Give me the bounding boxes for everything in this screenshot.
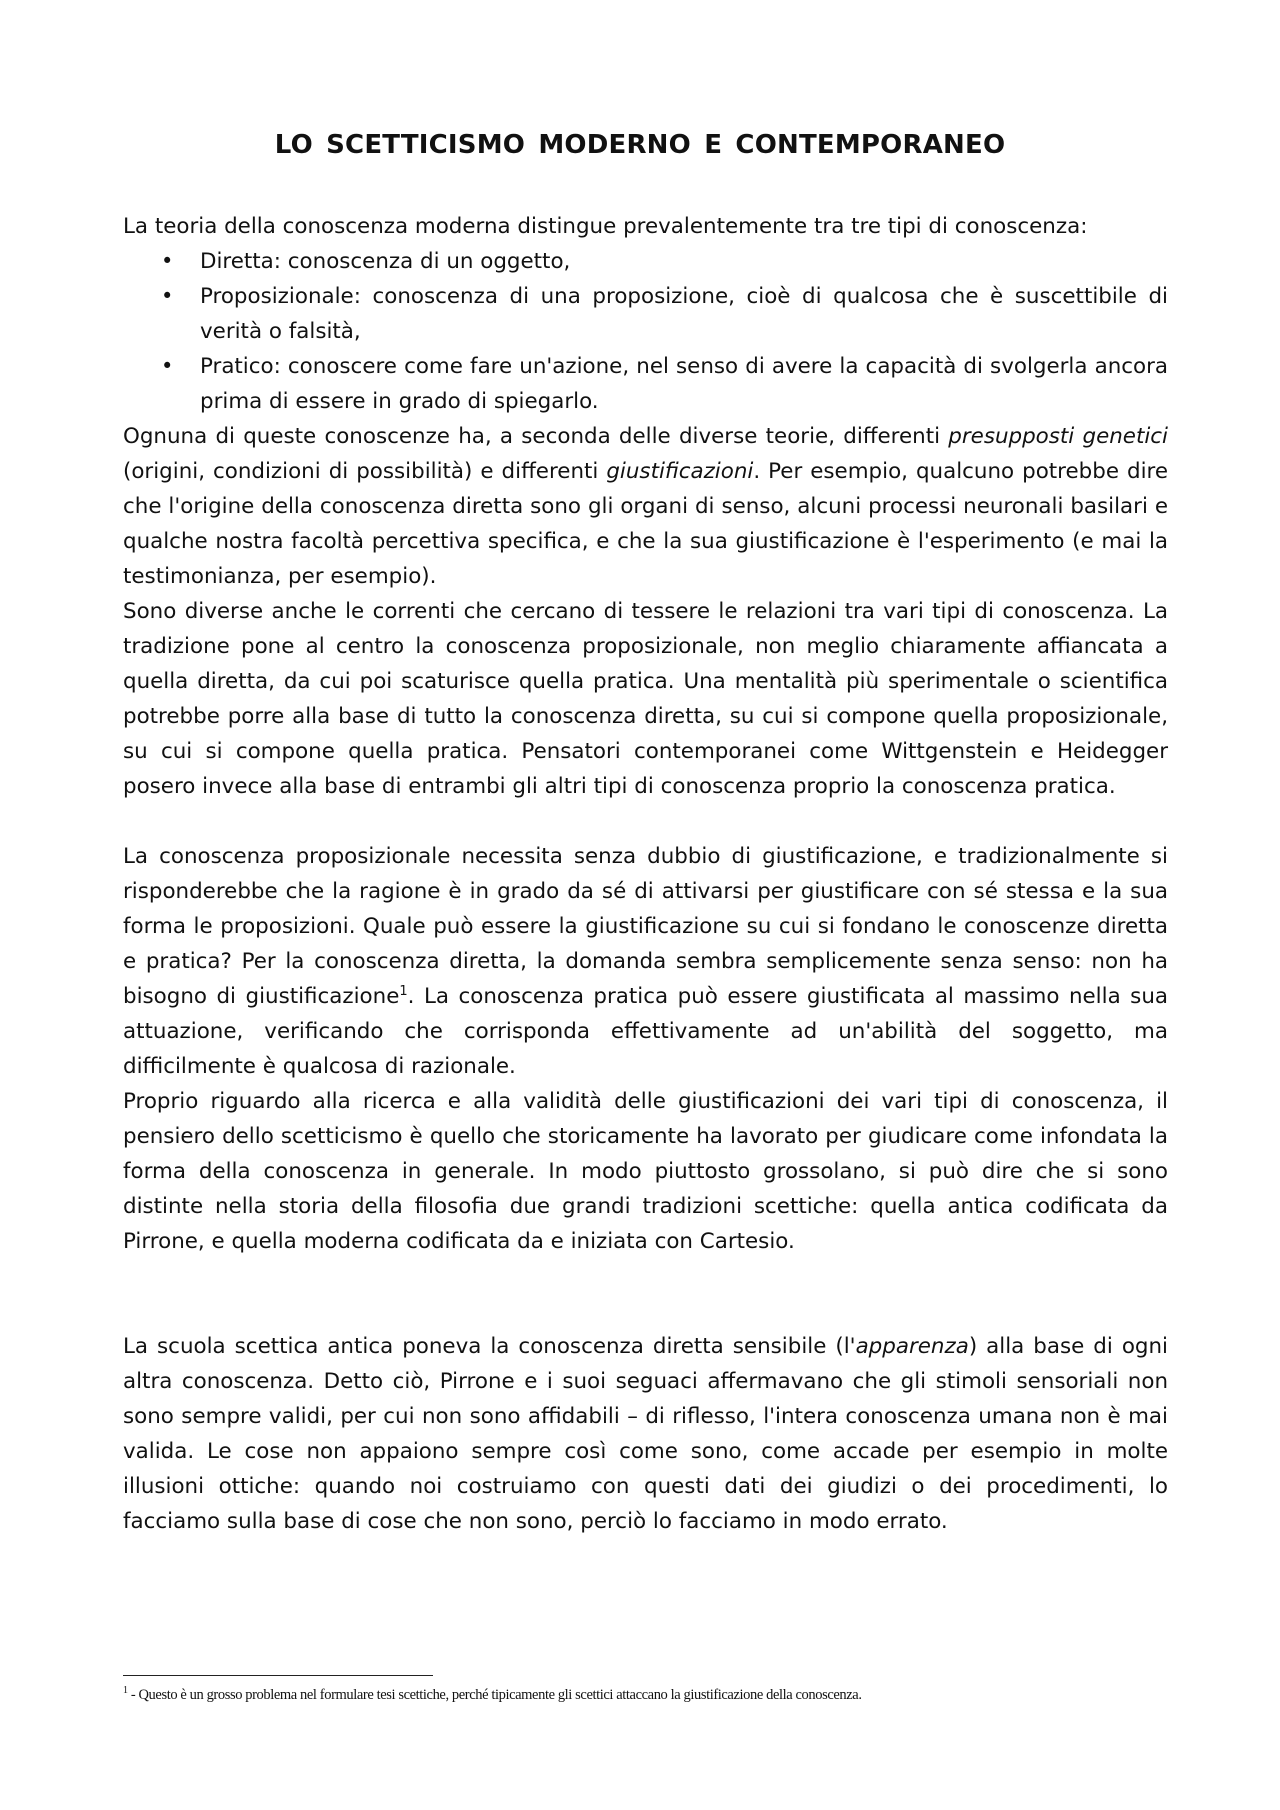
paragraph-correnti: Sono diverse anche le correnti che cercano di tessere le relazioni tra vari tipi di conoscenza. La tradizione pone al centro la conoscenza proposizionale, non meglio chiaramente affiancata a quella diretta, da cui poi scaturisce quella pratica. Una mentalità più sperimentale o scientifica potrebbe porre alla base di tutto la conoscenza diretta, su cui si compone quella proposizionale, su cui si compone quella pratica. Pensatori contemporanei come Wittgenstein e Heidegger posero invece alla base di entrambi gli altri tipi di conoscenza proprio la conoscenza pratica.	[123, 599, 1168, 799]
footnote-text: - Questo è un grosso problema nel formulare tesi scettiche, perché tipicamente gli scettici attaccano la giustificazione della conoscenza.	[127, 1687, 862, 1703]
knowledge-types-list	[123, 244, 1168, 419]
paragraph-spacer	[123, 1259, 1168, 1329]
emphasis-giustificazioni: giustificazioni	[606, 459, 754, 484]
list-item: • Proposizionale: conoscenza di una proposizione, cioè di qualcosa che è suscettibile di verità o falsità,	[200, 279, 1168, 349]
text-run: La conoscenza proposizionale necessita senza dubbio di giustificazione, e tradizionalmente si risponderebbe che la ragione è in grado da sé di attivarsi per giustificare con sé stessa e la sua forma le proposizioni. Quale può essere la giustificazione su cui si fondano le conoscenze diretta e pratica? Per la conoscenza diretta, la domanda sembra semplicemente senza senso: non ha bisogno di giustificazione	[123, 844, 1168, 1009]
footnote	[123, 1687, 1168, 1704]
paragraph-giustificazione	[123, 839, 1168, 1084]
footnote-number: 1	[123, 1685, 128, 1697]
footnote-separator	[123, 1675, 433, 1676]
paragraph-presupposti	[123, 419, 1168, 594]
emphasis-presupposti-genetici: presupposti genetici	[948, 424, 1168, 449]
text-run: La scuola scettica antica poneva la conoscenza diretta sensibile (l'	[123, 1334, 856, 1359]
paragraph-spacer	[123, 804, 1168, 839]
paragraph-scetticismo: Proprio riguardo alla ricerca e alla validità delle giustificazioni dei vari tipi di conoscenza, il pensiero dello scetticismo è quello che storicamente ha lavorato per giudicare come infondata la forma della conoscenza in generale. In modo piuttosto grossolano, si può dire che si sono distinte nella storia della filosofia due grandi tradizioni scettiche: quella antica codificata da Pirrone, e quella moderna codificata da e iniziata con Cartesio.	[123, 1089, 1168, 1254]
text-run: Ognuna di queste conoscenze ha, a seconda delle diverse teorie, differenti	[123, 424, 949, 449]
emphasis-apparenza: apparenza	[855, 1334, 969, 1359]
list-item: • Diretta: conoscenza di un oggetto,	[200, 244, 1168, 279]
text-run: . La conoscenza pratica può essere giustificata al massimo nella sua attuazione, verificando che corrisponda effettivamente ad un'abilità del soggetto, ma difficilmente è qualcosa di razionale.	[123, 984, 1168, 1079]
footnote-reference[interactable]: 1	[399, 983, 408, 999]
list-item: • Pratico: conoscere come fare un'azione, nel senso di avere la capacità di svolgerla ancora prima di essere in grado di spiegarlo.	[200, 349, 1168, 419]
intro-paragraph: La teoria della conoscenza moderna distingue prevalentemente tra tre tipi di conoscenza:	[123, 214, 1088, 239]
page-title: LO SCETTICISMO MODERNO E CONTEMPORANEO	[274, 130, 1006, 160]
document-body	[123, 209, 1168, 1539]
text-run: . Per esempio, qualcuno potrebbe dire che l'origine della conoscenza diretta sono gli organi di senso, alcuni processi neuronali basilari e qualche nostra facoltà percettiva specifica, e che la sua giustificazione è l'esperimento (e mai la testimonianza, per esempio).	[123, 459, 1168, 589]
text-run: (origini, condizioni di possibilità) e differenti	[123, 459, 607, 484]
paragraph-scuola-antica	[123, 1329, 1168, 1539]
text-run: ) alla base di ogni altra conoscenza. Detto ciò, Pirrone e i suoi seguaci affermavano che gli stimoli sensoriali non sono sempre validi, per cui non sono affidabili – di riflesso, l'intera conoscenza umana non è mai valida. Le cose non appaiono sempre così come sono, come accade per esempio in molte illusioni ottiche: quando noi costruiamo con questi dati dei giudizi o dei procedimenti, lo facciamo sulla base di cose che non sono, perciò lo facciamo in modo errato.	[123, 1334, 1169, 1534]
